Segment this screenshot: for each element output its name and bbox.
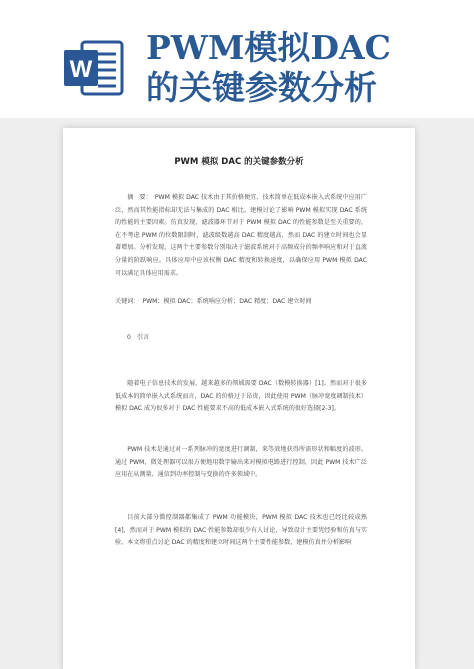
word-logo-letter: W	[69, 56, 93, 83]
body-paragraph-1: 随着电子信息技术的发展，越来越多的领域需要 DAC（数模转换器）[1]。然而对于很多低成本的简单嵌入式系统而言，DAC 的价格过于昂贵，因此使用 PWM（脉冲宽度调制技术）模拟 DAC 成为很多对于 DAC 性能要求不高的低成本嵌入式系统的很好选择[2-3]。	[115, 380, 367, 413]
title-banner	[0, 0, 474, 118]
section-heading: 0 引言	[127, 334, 150, 341]
body-paragraph-3: 目前大部分微控制器都集成了 PWM 功能模块，PWM 模拟 DAC 技术也已经比较成熟[4]，然而对于 PWM 模拟的 DAC 性能参数却很少有人讨论，导致设计主要凭经验和仿真与实验。本文将重点讨论 DAC 的精度和建立时间这两个主要性能参数，建模仿真并分析影响	[115, 514, 367, 547]
body-paragraph-2: PWM 技术是通过对一系列脉冲的宽度进行调制，来等效地获得所需形状和幅度的波形。通过 PWM，微处理器可以很方便地用数字输出来对模拟电路进行控制，因此 PWM 技术广泛应用在从测量、通信到功率控制与变换的许多领域中。	[115, 446, 367, 479]
abstract-paragraph: 摘 要： PWM 模拟 DAC 技术由于其价格便宜、技术简单在低成本嵌入式系统中应用广泛，然而其性能指标却无法与集成的 DAC 相比。建模讨论了影响 PWM 模拟实现 DAC 系统的性能的主要因素。仿真发现，滤波器环节对于 PWM 模拟 DAC 的性能参数是至关重要的，在不考虑 PWM 的位数限制时，滤波级数越高 DAC 精度越高，然而 DAC 的建立时间也会显著增加。分析发现，这两个主要参数分别取决于滤波系统对于高频成分的频率响应和对于直流分量的阶跃响应。具体应用中应该权衡 DAC 精度和转换速度，以确保应用 PWM 模拟 DAC 可以满足具体应用需求。	[115, 194, 367, 277]
document-page	[63, 128, 415, 669]
banner-title-line1: PWM模拟DAC	[146, 28, 391, 67]
keywords-line: 关键词： PWM；模拟 DAC；系统响应分析；DAC 精度；DAC 建立时间	[115, 298, 312, 305]
document-title: PWM 模拟 DAC 的关键参数分析	[174, 157, 304, 167]
banner-title-line2: 的关键参数分析	[146, 68, 377, 107]
word-document-icon	[62, 38, 126, 98]
